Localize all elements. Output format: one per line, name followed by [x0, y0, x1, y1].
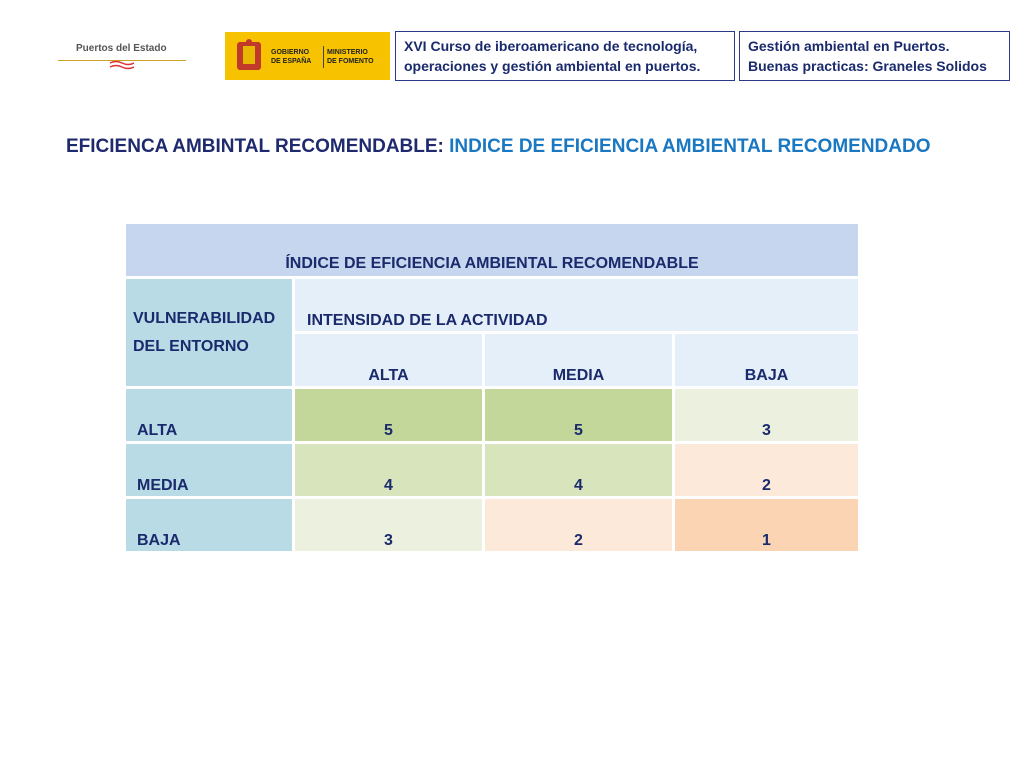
- table-cell: [675, 444, 858, 496]
- row-label-alta: [126, 389, 292, 441]
- row-label-text: ALTA: [137, 422, 178, 439]
- cell-value: 2: [762, 477, 771, 494]
- ministerio-text: [327, 48, 374, 66]
- row-label-baja: [126, 499, 292, 551]
- column-header-alta: [295, 334, 482, 386]
- cell-value: 3: [762, 422, 771, 439]
- waves-icon: [108, 60, 134, 70]
- course-box: [395, 31, 735, 81]
- topic-line-1: Gestión ambiental en Puertos.: [748, 38, 950, 54]
- column-header-baja: [675, 334, 858, 386]
- column-header-label: MEDIA: [552, 367, 605, 384]
- ministerio-line-2: DE FOMENTO: [327, 58, 374, 65]
- row-label-text: MEDIA: [137, 477, 189, 494]
- table-cell: [675, 389, 858, 441]
- cell-value: 4: [384, 477, 393, 494]
- course-line-2: operaciones y gestión ambiental en puertos.: [404, 58, 701, 74]
- cell-value: 5: [574, 422, 583, 439]
- table-cell: [295, 389, 482, 441]
- table-cell: [485, 499, 672, 551]
- table-cell: [295, 444, 482, 496]
- table-title: ÍNDICE DE EFICIENCIA AMBIENTAL RECOMENDABLE: [285, 255, 699, 272]
- row-header-cell: [126, 279, 292, 386]
- column-header-label: BAJA: [744, 367, 789, 384]
- row-label-text: BAJA: [137, 532, 181, 549]
- row-label-media: [126, 444, 292, 496]
- page-title-part-1: EFICIENCA AMBINTAL RECOMENDABLE:: [66, 136, 450, 157]
- coat-of-arms-icon: [233, 38, 265, 74]
- table-cell: [485, 389, 672, 441]
- table-cell: [485, 444, 672, 496]
- gobierno-line-2: DE ESPAÑA: [271, 58, 312, 65]
- efficiency-table: [126, 224, 858, 552]
- cell-value: 3: [384, 532, 393, 549]
- column-group-header: INTENSIDAD DE LA ACTIVIDAD: [307, 312, 548, 329]
- gobierno-text: [271, 48, 311, 66]
- column-header-label: ALTA: [368, 367, 409, 384]
- cell-value: 2: [574, 532, 583, 549]
- table-cell: [675, 499, 858, 551]
- page-title-part-2: INDICE DE EFICIENCIA AMBIENTAL RECOMENDADO: [449, 136, 931, 157]
- page-title: [66, 136, 931, 158]
- table-title-cell: [126, 224, 858, 276]
- ministerio-line-1: MINISTERIO: [327, 49, 368, 56]
- cell-value: 5: [384, 422, 393, 439]
- puertos-logo-text: Puertos del Estado: [76, 43, 167, 54]
- logo-separator: [323, 46, 324, 68]
- column-group-header-cell: [295, 279, 858, 331]
- cell-value: 1: [762, 532, 771, 549]
- topic-line-2: Buenas practicas: Graneles Solidos: [748, 58, 987, 74]
- cell-value: 4: [574, 477, 583, 494]
- gobierno-espana-logo: [225, 32, 390, 80]
- topic-box: [739, 31, 1010, 81]
- column-header-media: [485, 334, 672, 386]
- puertos-del-estado-logo: [58, 40, 186, 70]
- row-header-line-2: DEL ENTORNO: [133, 338, 249, 355]
- row-header-line-1: VULNERABILIDAD: [133, 310, 276, 327]
- table-cell: [295, 499, 482, 551]
- gobierno-line-1: GOBIERNO: [271, 49, 310, 56]
- course-line-1: XVI Curso de iberoamericano de tecnología,: [404, 38, 698, 54]
